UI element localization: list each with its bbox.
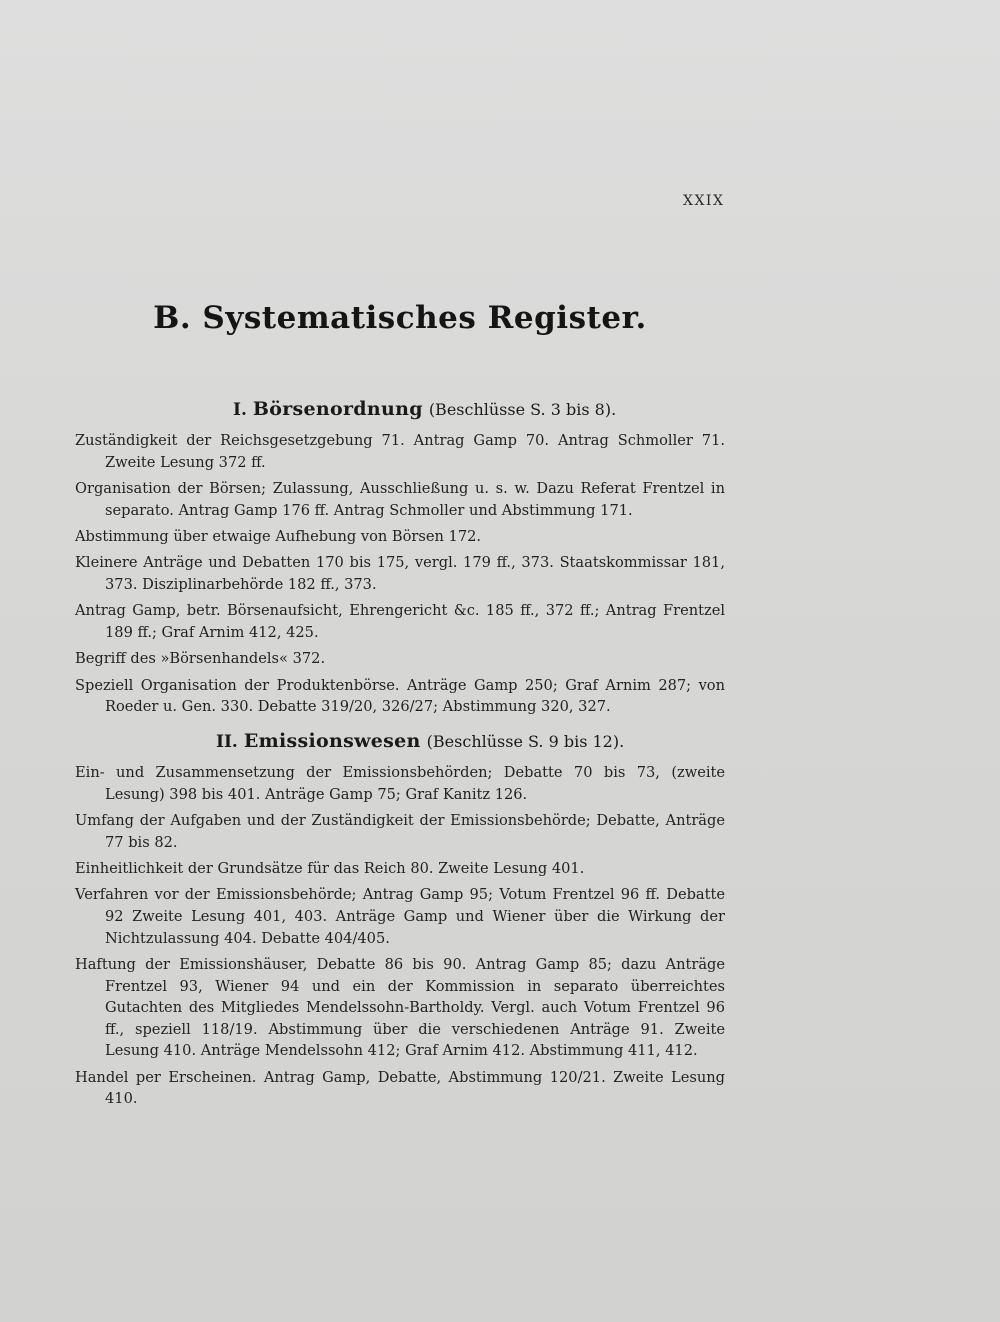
section-range: (Beschlüsse S. 9 bis 12). — [426, 732, 625, 751]
register-entry: Begriff des »Börsenhandels« 372. — [75, 650, 326, 668]
section-range: (Beschlüsse S. 3 bis 8). — [428, 400, 617, 419]
section-entries-boersenordnung — [75, 430, 725, 723]
page-number: XXIX — [683, 193, 725, 209]
section-entries-emissionswesen — [75, 762, 725, 1115]
section-heading-boersenordnung — [233, 398, 616, 420]
section-name: Emissionswesen — [243, 730, 421, 752]
section-heading-emissionswesen — [216, 730, 624, 752]
register-entry: Handel per Erscheinen. Antrag Gamp, Debatte, Abstimmung 120/21. Zweite Lesung 410. — [75, 1068, 725, 1108]
register-entry: Verfahren vor der Emissionsbehörde; Antrag Gamp 95; Votum Frentzel 96 ff. Debatte 92 Zweite Lesung 401, 403. Anträge Gamp und Wiener über die Wirkung der Nichtzulassung 404. Debatte 404/405. — [75, 886, 725, 947]
register-entry: Einheitlichkeit der Grundsätze für das Reich 80. Zweite Lesung 401. — [75, 859, 585, 877]
register-entry: Zuständigkeit der Reichsgesetzgebung 71. Antrag Gamp 70. Antrag Schmoller 71. Zweite Lesung 372 ff. — [75, 432, 725, 471]
register-entry: Organisation der Börsen; Zulassung, Ausschließung u. s. w. Dazu Referat Frentzel in separato. Antrag Gamp 176 ff. Antrag Schmoller und Abstimmung 171. — [75, 479, 725, 519]
register-entry: Speziell Organisation der Produktenbörse. Anträge Gamp 250; Graf Arnim 287; von Roeder u. Gen. 330. Debatte 319/20, 326/27; Abstimmung 320, 327. — [75, 676, 725, 716]
register-entry: Umfang der Aufgaben und der Zuständigkeit der Emissionsbehörde; Debatte, Anträge 77 bis 82. — [75, 811, 725, 851]
register-entry: Abstimmung über etwaige Aufhebung von Börsen 172. — [75, 527, 482, 545]
register-entry: Haftung der Emissionshäuser, Debatte 86 bis 90. Antrag Gamp 85; dazu Anträge Frentzel 93, Wiener 94 und ein der Kommission in separato überreichtes Gutachten des Mitgliedes Mendelssohn-Bartholdy. Vergl. auch Votum Frentzel 96 ff., speziell 118/19. Abstimmung über die verschiedenen Anträge 91. Zweite Lesung 410. Anträge Mendelssohn 412; Graf Arnim 412. Abstimmung 411, 412. — [75, 955, 725, 1060]
register-entry: Antrag Gamp, betr. Börsenaufsicht, Ehrengericht &c. 185 ff., 372 ff.; Antrag Frentzel 189 ff.; Graf Arnim 412, 425. — [75, 602, 725, 641]
register-entry: Kleinere Anträge und Debatten 170 bis 175, vergl. 179 ff., 373. Staatskommissar 181, 373. Disziplinarbehörde 182 ff., 373. — [75, 554, 725, 593]
section-name: Börsenordnung — [252, 398, 423, 420]
section-number: II. — [216, 732, 238, 752]
register-entry: Ein- und Zusammensetzung der Emissionsbehörden; Debatte 70 bis 73, (zweite Lesung) 398 bis 401. Anträge Gamp 75; Graf Kanitz 126. — [75, 764, 725, 803]
page-title: B. Systematisches Register. — [153, 300, 647, 336]
section-number: I. — [233, 400, 247, 420]
